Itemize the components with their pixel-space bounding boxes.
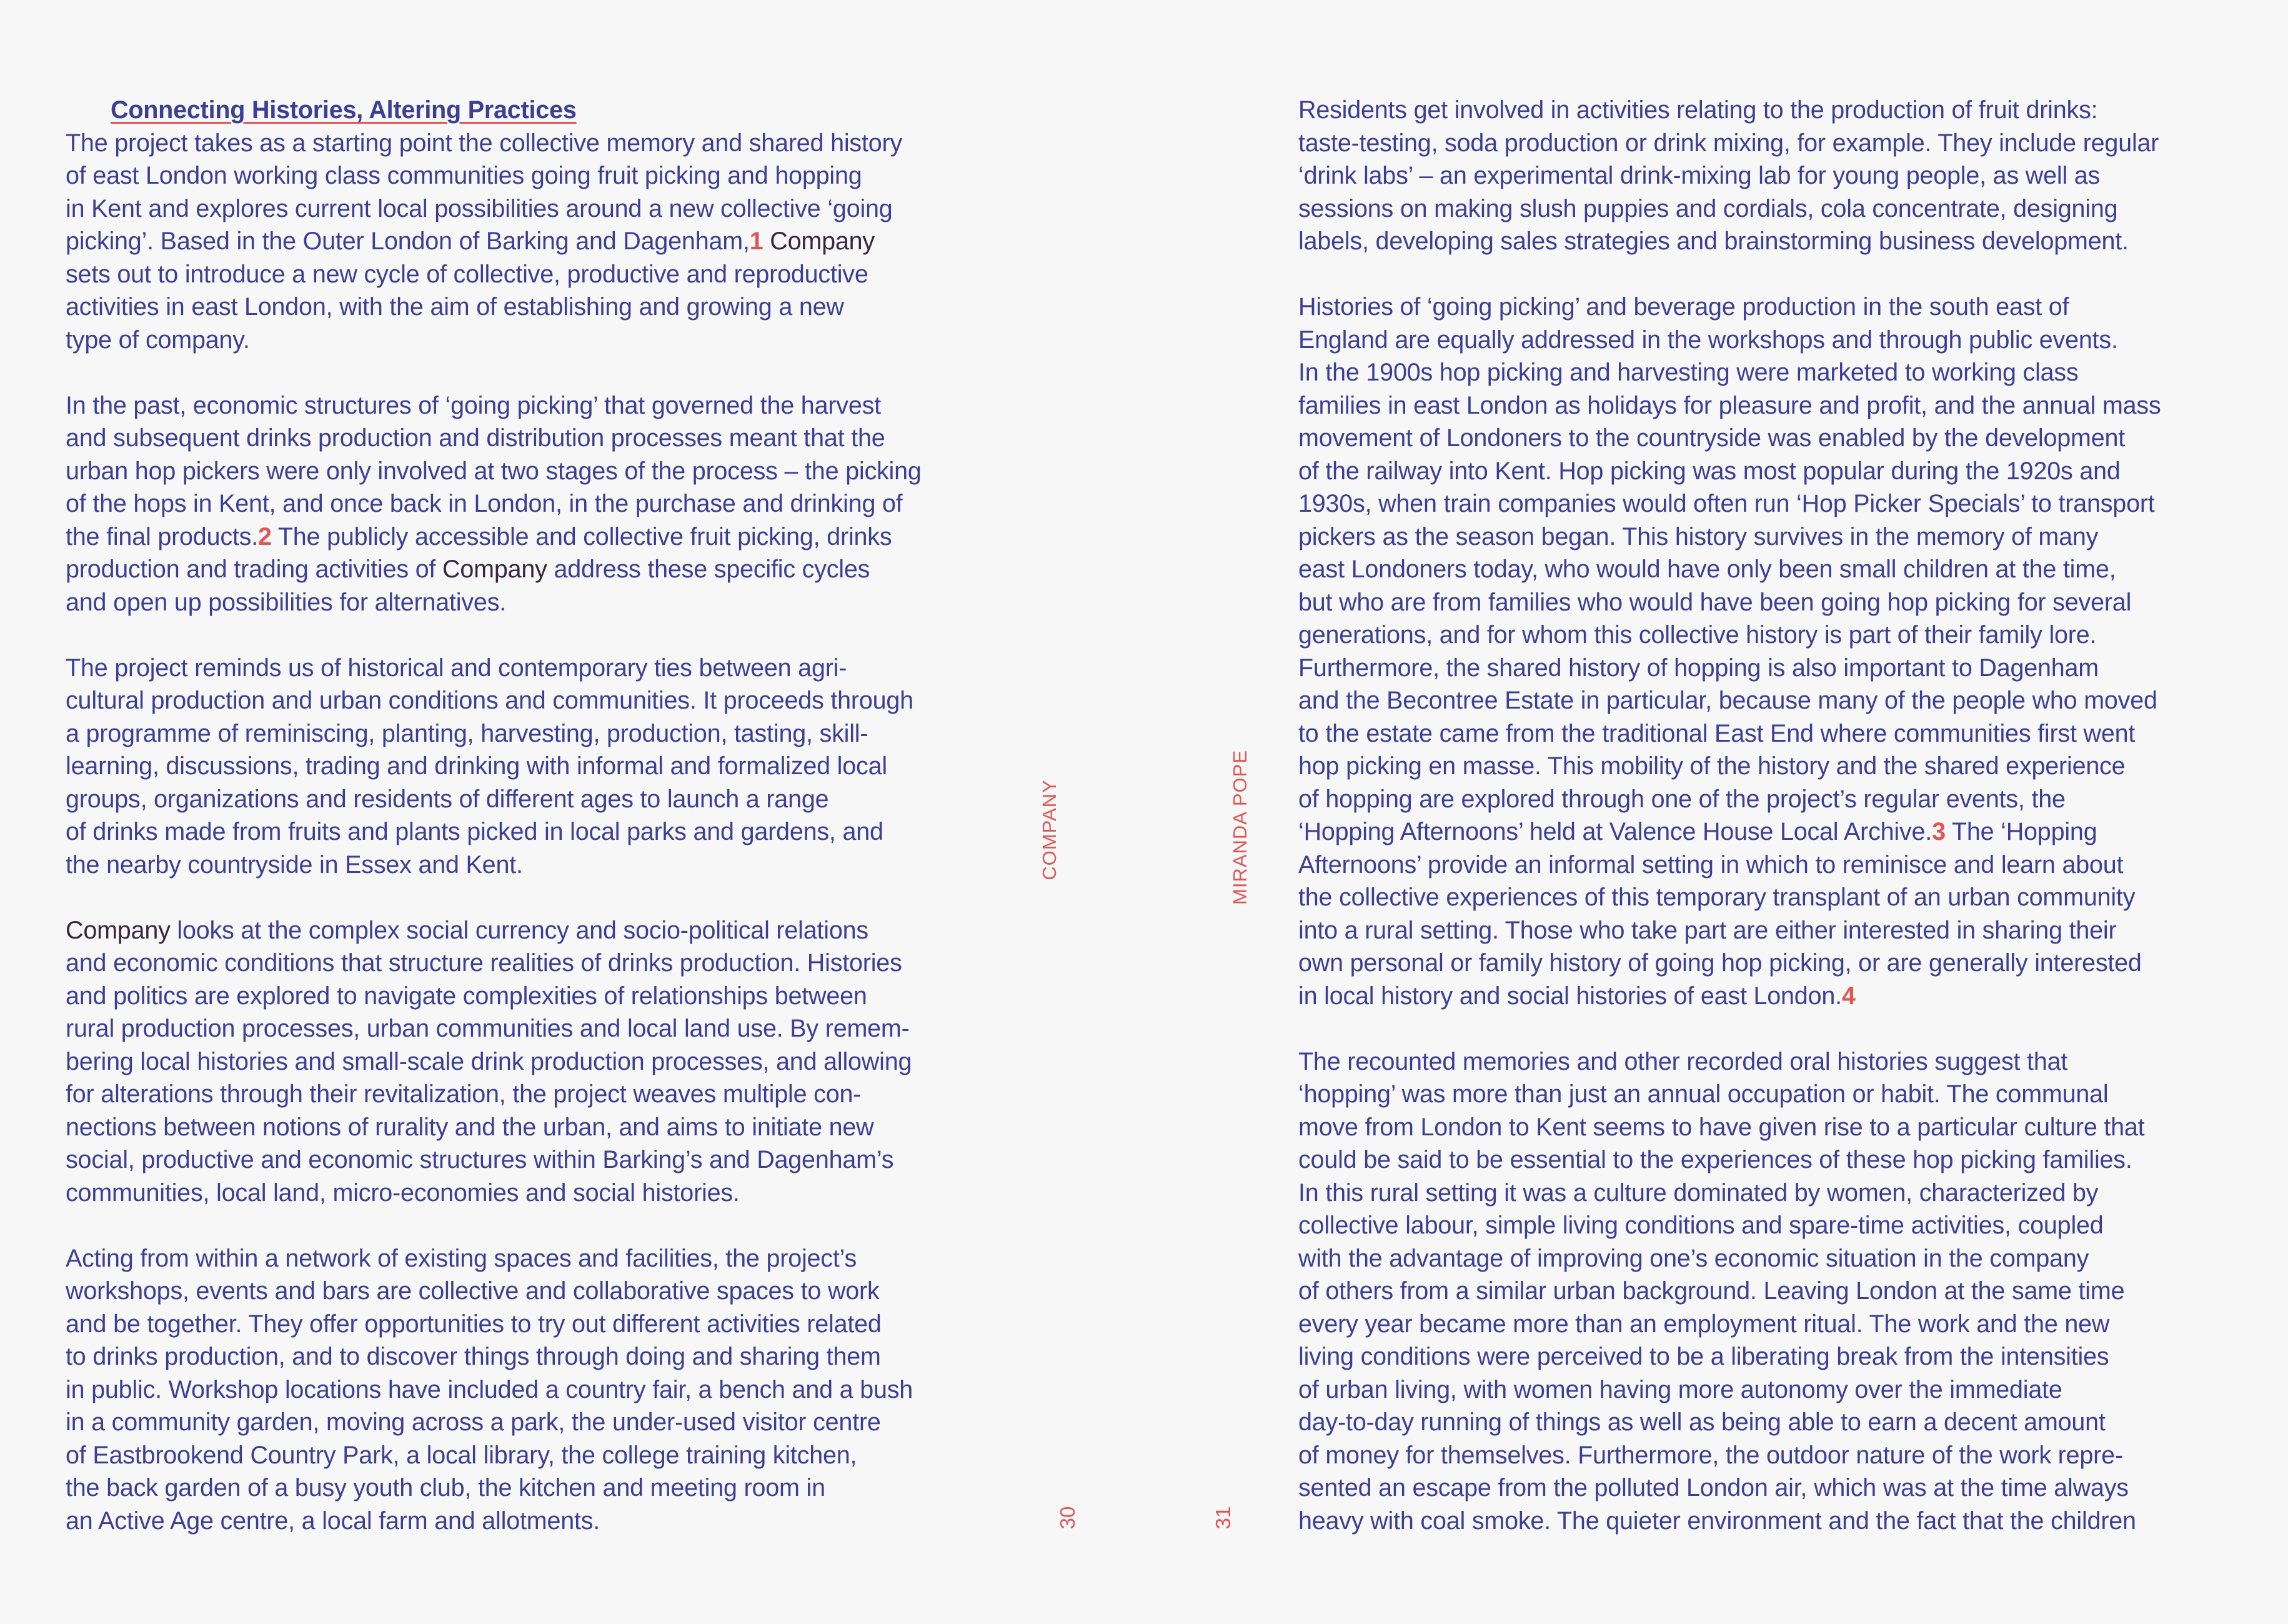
text-line: of money for themselves. Furthermore, the outdoor nature of the work repre- xyxy=(1298,1441,2123,1469)
text-line: of the railway into Kent. Hop picking was most popular during the 1920s and xyxy=(1298,457,2121,485)
right-page-body xyxy=(1298,94,2232,1537)
text-line: 1930s, when train companies would often run ‘Hop Picker Specials’ to transport xyxy=(1298,490,2155,517)
company-name: Company xyxy=(763,227,875,255)
text-line: ‘hopping’ was more than just an annual occupation or habit. The communal xyxy=(1298,1080,2109,1108)
text-line: sented an escape from the polluted London air, which was at the time always xyxy=(1298,1474,2129,1502)
footnote-marker: 4 xyxy=(1841,982,1856,1010)
text-line: and the Becontree Estate in particular, because many of the people who moved xyxy=(1298,687,2157,714)
text-line: an Active Age centre, a local farm and allotments. xyxy=(66,1507,600,1535)
text-line: move from London to Kent seems to have given rise to a particular culture that xyxy=(1298,1113,2145,1141)
text-line: sets out to introduce a new cycle of collective, productive and reproductive xyxy=(66,260,868,288)
text-line: learning, discussions, trading and drinking with informal and formalized local xyxy=(66,752,887,780)
text-line: heavy with coal smoke. The quieter environment and the fact that the children xyxy=(1298,1507,2136,1535)
text-line: In the 1900s hop picking and harvesting were marketed to working class xyxy=(1298,359,2079,386)
text-line: taste-testing, soda production or drink mixing, for example. They include regular xyxy=(1298,129,2159,157)
text-line: in Kent and explores current local possibilities around a new collective ‘going xyxy=(66,194,893,222)
text-line: families in east London as holidays for pleasure and profit, and the annual mass xyxy=(1298,391,2161,419)
company-name: Company xyxy=(442,555,547,583)
paragraph xyxy=(66,127,1009,357)
text-line: rural production processes, urban communities and local land use. By remem- xyxy=(66,1015,910,1042)
text-line: to drinks production, and to discover things through doing and sharing them xyxy=(66,1343,881,1370)
text-line: of the hops in Kent, and once back in London, in the purchase and drinking of xyxy=(66,490,903,517)
text-segment: looks at the complex social currency and socio-political relations xyxy=(170,916,868,944)
page-number-left: 30 xyxy=(1056,1506,1079,1530)
page-number-right: 31 xyxy=(1211,1506,1235,1530)
text-line: of hopping are explored through one of the project’s regular events, the xyxy=(1298,785,2066,813)
text-line: Furthermore, the shared history of hopping is also important to Dagenham xyxy=(1298,654,2099,682)
text-line: social, productive and economic structures within Barking’s and Dagenham’s xyxy=(66,1146,894,1173)
text-line: for alterations through their revitalization, the project weaves multiple con- xyxy=(66,1080,862,1108)
text-segment: address these specific cycles xyxy=(547,555,870,583)
article-title: Connecting Histories, Altering Practices xyxy=(111,96,577,124)
text-line: in public. Workshop locations have included a country fair, a bench and a bush xyxy=(66,1375,913,1403)
running-head-right: MIRANDA POPE xyxy=(1229,750,1251,905)
footnote-marker: 2 xyxy=(258,522,272,550)
text-line: but who are from families who would have been going hop picking for several xyxy=(1298,588,2132,616)
text-line: ‘drink labs’ – an experimental drink-mixing lab for young people, as well as xyxy=(1298,162,2101,189)
text-line: The project reminds us of historical and contemporary ties between agri- xyxy=(66,654,847,682)
text-line: nections between notions of rurality and the urban, and aims to initiate new xyxy=(66,1113,874,1141)
text-line: cultural production and urban conditions and communities. It proceeds through xyxy=(66,687,913,714)
text-line: urban hop pickers were only involved at two stages of the process – the picking xyxy=(66,457,922,485)
text-segment: The ‘Hopping xyxy=(1945,818,2097,845)
paragraph xyxy=(1298,1045,2232,1538)
text-line: day-to-day running of things as well as being able to earn a decent amount xyxy=(1298,1408,2106,1436)
text-line xyxy=(1298,980,2232,1013)
text-line: In the past, economic structures of ‘going picking’ that governed the harvest xyxy=(66,391,881,419)
text-line: of urban living, with women having more autonomy over the immediate xyxy=(1298,1375,2062,1403)
text-line: of Eastbrookend Country Park, a local library, the college training kitchen, xyxy=(66,1441,857,1469)
text-line: labels, developing sales strategies and brainstorming business development. xyxy=(1298,227,2129,255)
text-line: workshops, events and bars are collective and collaborative spaces to work xyxy=(66,1277,880,1305)
paragraph xyxy=(1298,94,2232,258)
text-line: England are equally addressed in the workshops and through public events. xyxy=(1298,326,2118,354)
text-segment: The publicly accessible and collective fruit picking, drinks xyxy=(271,522,892,550)
text-segment: picking’. Based in the Outer London of Barking and Dagenham, xyxy=(66,227,750,255)
text-line: the collective experiences of this temporary transplant of an urban community xyxy=(1298,884,2136,911)
paragraph xyxy=(66,652,1009,882)
text-line: communities, local land, micro-economies and social histories. xyxy=(66,1178,740,1207)
text-line: type of company. xyxy=(66,326,250,354)
text-line: activities in east London, with the aim of establishing and growing a new xyxy=(66,293,844,321)
company-name: Company xyxy=(66,916,171,944)
text-segment: in local history and social histories of east London. xyxy=(1298,982,1842,1010)
text-line: living conditions were perceived to be a liberating break from the intensities xyxy=(1298,1343,2109,1370)
text-line: hop picking en masse. This mobility of the history and the shared experience xyxy=(1298,752,2126,780)
text-line: every year became more than an employment ritual. The work and the new xyxy=(1298,1310,2110,1338)
text-line xyxy=(66,225,1009,258)
text-line: bering local histories and small-scale drink production processes, and allowing xyxy=(66,1047,912,1075)
text-line: Histories of ‘going picking’ and beverage production in the south east of xyxy=(1298,293,2069,321)
text-line: of drinks made from fruits and plants picked in local parks and gardens, and xyxy=(66,818,883,845)
paragraph xyxy=(1298,291,2232,1012)
footnote-marker: 3 xyxy=(1932,818,1946,845)
text-line: and be together. They offer opportunities to try out different activities related xyxy=(66,1310,882,1338)
text-line: In this rural setting it was a culture dominated by women, characterized by xyxy=(1298,1178,2099,1207)
text-line: to the estate came from the traditional East End where communities first went xyxy=(1298,719,2136,747)
text-line xyxy=(1298,815,2232,849)
text-line: The project takes as a starting point the collective memory and shared history xyxy=(66,129,903,157)
text-line: generations, and for whom this collective history is part of their family lore. xyxy=(1298,621,2097,649)
left-page-body xyxy=(66,94,1009,1537)
text-line: the nearby countryside in Essex and Kent. xyxy=(66,850,523,879)
text-line: Acting from within a network of existing spaces and facilities, the project’s xyxy=(66,1244,857,1272)
text-line: into a rural setting. Those who take part are either interested in sharing their xyxy=(1298,916,2117,944)
text-segment: the final products. xyxy=(66,522,258,550)
running-head-left: COMPANY xyxy=(1038,779,1060,880)
text-line: pickers as the season began. This history survives in the memory of many xyxy=(1298,522,2099,550)
text-line: could be said to be essential to the experiences of these hop picking families. xyxy=(1298,1146,2132,1173)
paragraph xyxy=(66,914,1009,1210)
text-line: Afternoons’ provide an informal setting in which to reminisce and learn about xyxy=(1298,850,2124,879)
text-line: of others from a similar urban background. Leaving London at the same time xyxy=(1298,1277,2125,1305)
text-line: and politics are explored to navigate complexities of relationships between xyxy=(66,982,867,1010)
paragraph xyxy=(66,1242,1009,1538)
text-line: a programme of reminiscing, planting, harvesting, production, tasting, skill- xyxy=(66,719,868,747)
paragraph xyxy=(66,389,1009,619)
text-line: own personal or family history of going hop picking, or are generally interested xyxy=(1298,949,2142,977)
text-segment: ‘Hopping Afternoons’ held at Valence House Local Archive. xyxy=(1298,818,1932,845)
text-line: with the advantage of improving one’s economic situation in the company xyxy=(1298,1244,2089,1272)
text-line xyxy=(66,553,1009,586)
text-line: sessions on making slush puppies and cordials, cola concentrate, designing xyxy=(1298,194,2118,222)
text-line: and economic conditions that structure realities of drinks production. Histories xyxy=(66,949,902,977)
text-line: east Londoners today, who would have only been small children at the time, xyxy=(1298,555,2116,583)
text-line: Residents get involved in activities relating to the production of fruit drinks: xyxy=(1298,96,2098,124)
text-segment: production and trading activities of xyxy=(66,555,443,583)
text-line: the back garden of a busy youth club, the kitchen and meeting room in xyxy=(66,1474,825,1502)
text-line: movement of Londoners to the countryside was enabled by the development xyxy=(1298,424,2126,452)
text-line xyxy=(66,914,1009,947)
text-line: of east London working class communities going fruit picking and hopping xyxy=(66,162,862,189)
text-line xyxy=(66,521,1009,554)
footnote-marker: 1 xyxy=(749,227,763,255)
text-line: in a community garden, moving across a park, the under-used visitor centre xyxy=(66,1408,881,1436)
text-line: groups, organizations and residents of different ages to launch a range xyxy=(66,785,829,813)
text-line: and open up possibilities for alternatives. xyxy=(66,588,507,616)
text-line: and subsequent drinks production and distribution processes meant that the xyxy=(66,424,885,452)
text-line: collective labour, simple living conditions and spare-time activities, coupled xyxy=(1298,1212,2104,1239)
text-line: The recounted memories and other recorded oral histories suggest that xyxy=(1298,1047,2068,1075)
